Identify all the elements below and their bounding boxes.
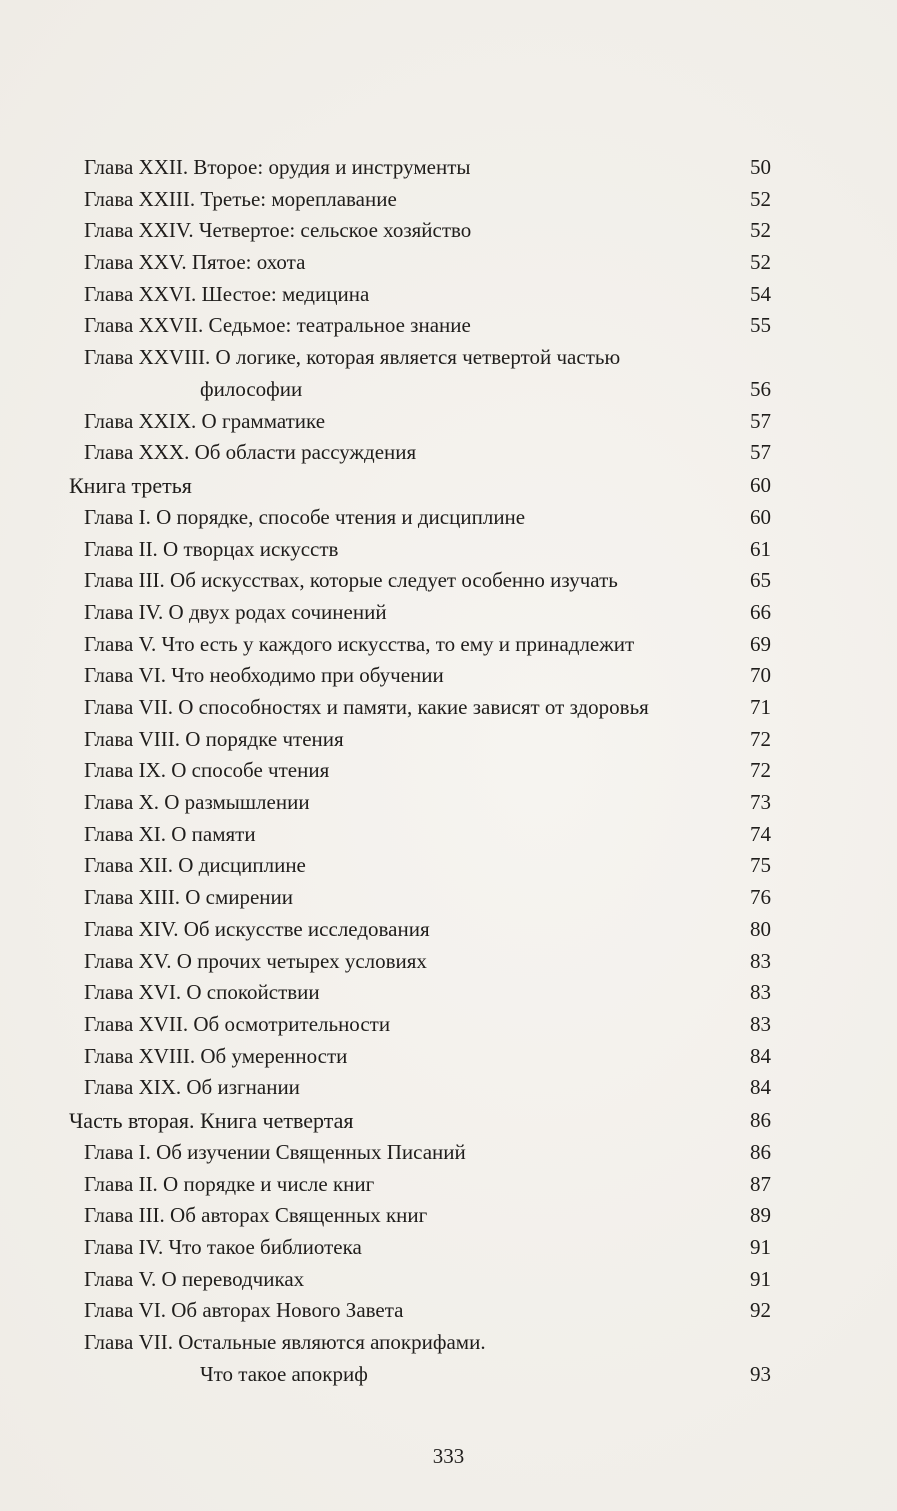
toc-entry-title: Глава II. О порядке и числе книг <box>84 1171 375 1196</box>
toc-entry-title: Глава IX. О способе чтения <box>84 758 330 783</box>
toc-entry-page: 83 <box>750 980 771 1005</box>
toc-entry-title: Глава XXX. Об области рассуждения <box>84 440 417 465</box>
toc-entry-title: философии <box>200 376 303 401</box>
toc-entry-title: Глава I. Об изучении Священных Писаний <box>84 1139 466 1164</box>
toc-entry <box>0 1072 897 1104</box>
toc-entry <box>0 692 897 724</box>
toc-entry <box>0 629 897 661</box>
toc-entry-page: 72 <box>750 758 771 783</box>
toc-book-heading <box>0 1104 897 1137</box>
toc-entry-page: 80 <box>750 916 771 941</box>
toc-entry-page: 83 <box>750 948 771 973</box>
toc-entry-page: 92 <box>750 1298 771 1323</box>
toc-entry-page: 54 <box>750 281 771 306</box>
toc-entry-title: Глава XV. О прочих четырех условиях <box>84 948 427 973</box>
toc-entry-title: Глава VI. Что необходимо при обучении <box>84 663 444 688</box>
toc-entry <box>0 1169 897 1201</box>
toc-entry-title: Глава XI. О памяти <box>84 821 256 846</box>
toc-entry-page: 57 <box>750 440 771 465</box>
toc-entry <box>0 1295 897 1327</box>
toc-entry <box>0 882 897 914</box>
toc-entry-page: 52 <box>750 186 771 211</box>
toc-entry-title: Глава III. Об искусствах, которые следует особенно изучать <box>84 568 618 593</box>
toc-entry-title: Глава I. О порядке, способе чтения и дисциплине <box>84 504 526 529</box>
toc-entry <box>0 850 897 882</box>
toc-entry-title: Глава V. Что есть у каждого искусства, то ему и принадлежит <box>84 631 635 656</box>
toc-entry <box>0 946 897 978</box>
toc-entry <box>0 1359 897 1391</box>
toc-entry-title: Глава XIII. О смирении <box>84 885 294 910</box>
toc-entry-title: Глава XVII. Об осмотрительности <box>84 1011 391 1036</box>
toc-entry <box>0 374 897 406</box>
toc-entry-title: Глава XIV. Об искусстве исследования <box>84 916 430 941</box>
toc-entry-page: 91 <box>750 1235 771 1259</box>
toc-entry-page: 86 <box>750 1107 771 1132</box>
toc-entry-title: Глава XXIV. Четвертое: сельское хозяйство <box>84 218 472 243</box>
toc-entry-title: Глава XVIII. Об умеренности <box>84 1043 348 1068</box>
toc-entry <box>0 565 897 597</box>
toc-entry-title: Книга третья <box>69 472 192 498</box>
toc-entry-title: Глава V. О переводчиках <box>84 1266 305 1291</box>
toc-entry-title: Глава VII. Остальные являются апокрифами. <box>84 1330 486 1355</box>
toc-entry-page: 76 <box>750 885 771 910</box>
toc-entry-page: 87 <box>750 1171 771 1196</box>
toc-entry-title: Глава VI. Об авторах Нового Завета <box>84 1298 404 1323</box>
toc-entry-title: Глава IV. Что такое библиотека <box>84 1235 362 1259</box>
toc-entry <box>0 977 897 1009</box>
toc-entry <box>0 1200 897 1232</box>
toc-entry-title: Глава XXII. Второе: орудия и инструменты <box>84 155 471 179</box>
toc-entry-title: Глава XIX. Об изгнании <box>84 1075 300 1100</box>
toc-entry-title: Глава XXVIII. О логике, которая является четвертой частью <box>84 345 621 370</box>
table-of-contents <box>0 152 897 1390</box>
toc-entry <box>0 342 897 374</box>
toc-entry-title: Глава XXVI. Шестое: медицина <box>84 281 370 306</box>
toc-entry <box>0 724 897 756</box>
toc-entry-page: 84 <box>750 1043 771 1068</box>
toc-entry-title: Глава XVI. О спокойствии <box>84 980 320 1005</box>
toc-entry-page: 91 <box>750 1266 771 1291</box>
toc-entry <box>0 215 897 247</box>
toc-entry-page: 69 <box>750 631 771 656</box>
toc-entry-title: Что такое апокриф <box>200 1361 368 1386</box>
toc-entry-page: 86 <box>750 1139 771 1164</box>
toc-entry-page: 72 <box>750 726 771 751</box>
toc-entry <box>0 1232 897 1264</box>
toc-entry-title: Глава XXV. Пятое: охота <box>84 250 306 275</box>
toc-entry-title: Глава II. О творцах искусств <box>84 536 339 561</box>
toc-entry-page: 52 <box>750 250 771 275</box>
toc-entry-page: 61 <box>750 536 771 561</box>
toc-entry <box>0 247 897 279</box>
toc-entry-title: Глава X. О размышлении <box>84 790 310 815</box>
toc-entry <box>0 819 897 851</box>
toc-entry <box>0 660 897 692</box>
toc-entry <box>0 279 897 311</box>
toc-entry <box>0 152 897 184</box>
toc-entry <box>0 1137 897 1169</box>
toc-entry-page: 71 <box>750 695 771 719</box>
toc-entry <box>0 502 897 534</box>
toc-entry <box>0 755 897 787</box>
toc-entry-title: Глава XXIX. О грамматике <box>84 408 326 433</box>
toc-entry-page: 56 <box>750 376 771 401</box>
toc-entry <box>0 1264 897 1296</box>
page-number: 333 <box>432 1444 465 1468</box>
toc-entry-page: 74 <box>750 821 771 846</box>
toc-entry <box>0 310 897 342</box>
toc-entry <box>0 437 897 469</box>
toc-entry-page: 73 <box>750 790 771 815</box>
toc-entry <box>0 1009 897 1041</box>
toc-entry-page: 65 <box>750 568 771 593</box>
toc-entry-title: Глава III. Об авторах Священных книг <box>84 1203 428 1228</box>
toc-entry <box>0 1327 897 1359</box>
toc-entry-page: 55 <box>750 313 771 338</box>
toc-entry-page: 89 <box>750 1203 771 1228</box>
toc-entry-page: 84 <box>750 1075 771 1100</box>
toc-entry-title: Глава IV. О двух родах сочинений <box>84 599 387 624</box>
toc-entry-page: 75 <box>750 853 771 878</box>
toc-entry-title: Глава XXIII. Третье: мореплавание <box>84 186 397 211</box>
toc-entry-title: Глава VIII. О порядке чтения <box>84 726 344 751</box>
toc-entry-page: 70 <box>750 663 771 688</box>
toc-entry <box>0 597 897 629</box>
toc-entry-title: Глава VII. О способностях и памяти, какие зависят от здоровья <box>84 695 649 719</box>
toc-entry <box>0 406 897 438</box>
toc-entry-page: 57 <box>750 408 771 433</box>
toc-entry-page: 52 <box>750 218 771 243</box>
toc-entry <box>0 914 897 946</box>
toc-entry-page: 83 <box>750 1011 771 1036</box>
toc-entry <box>0 1041 897 1073</box>
toc-entry <box>0 184 897 216</box>
toc-book-heading <box>0 469 897 502</box>
toc-entry <box>0 534 897 566</box>
toc-entry-title: Часть вторая. Книга четвертая <box>69 1107 354 1133</box>
toc-entry-title: Глава XII. О дисциплине <box>84 853 306 878</box>
toc-entry-page: 50 <box>750 155 771 179</box>
toc-entry <box>0 787 897 819</box>
toc-entry-page: 60 <box>750 504 771 529</box>
toc-entry-page: 60 <box>750 472 771 497</box>
toc-entry-page: 66 <box>750 599 771 624</box>
toc-entry-page: 93 <box>750 1361 771 1386</box>
toc-entry-title: Глава XXVII. Седьмое: театральное знание <box>84 313 471 338</box>
